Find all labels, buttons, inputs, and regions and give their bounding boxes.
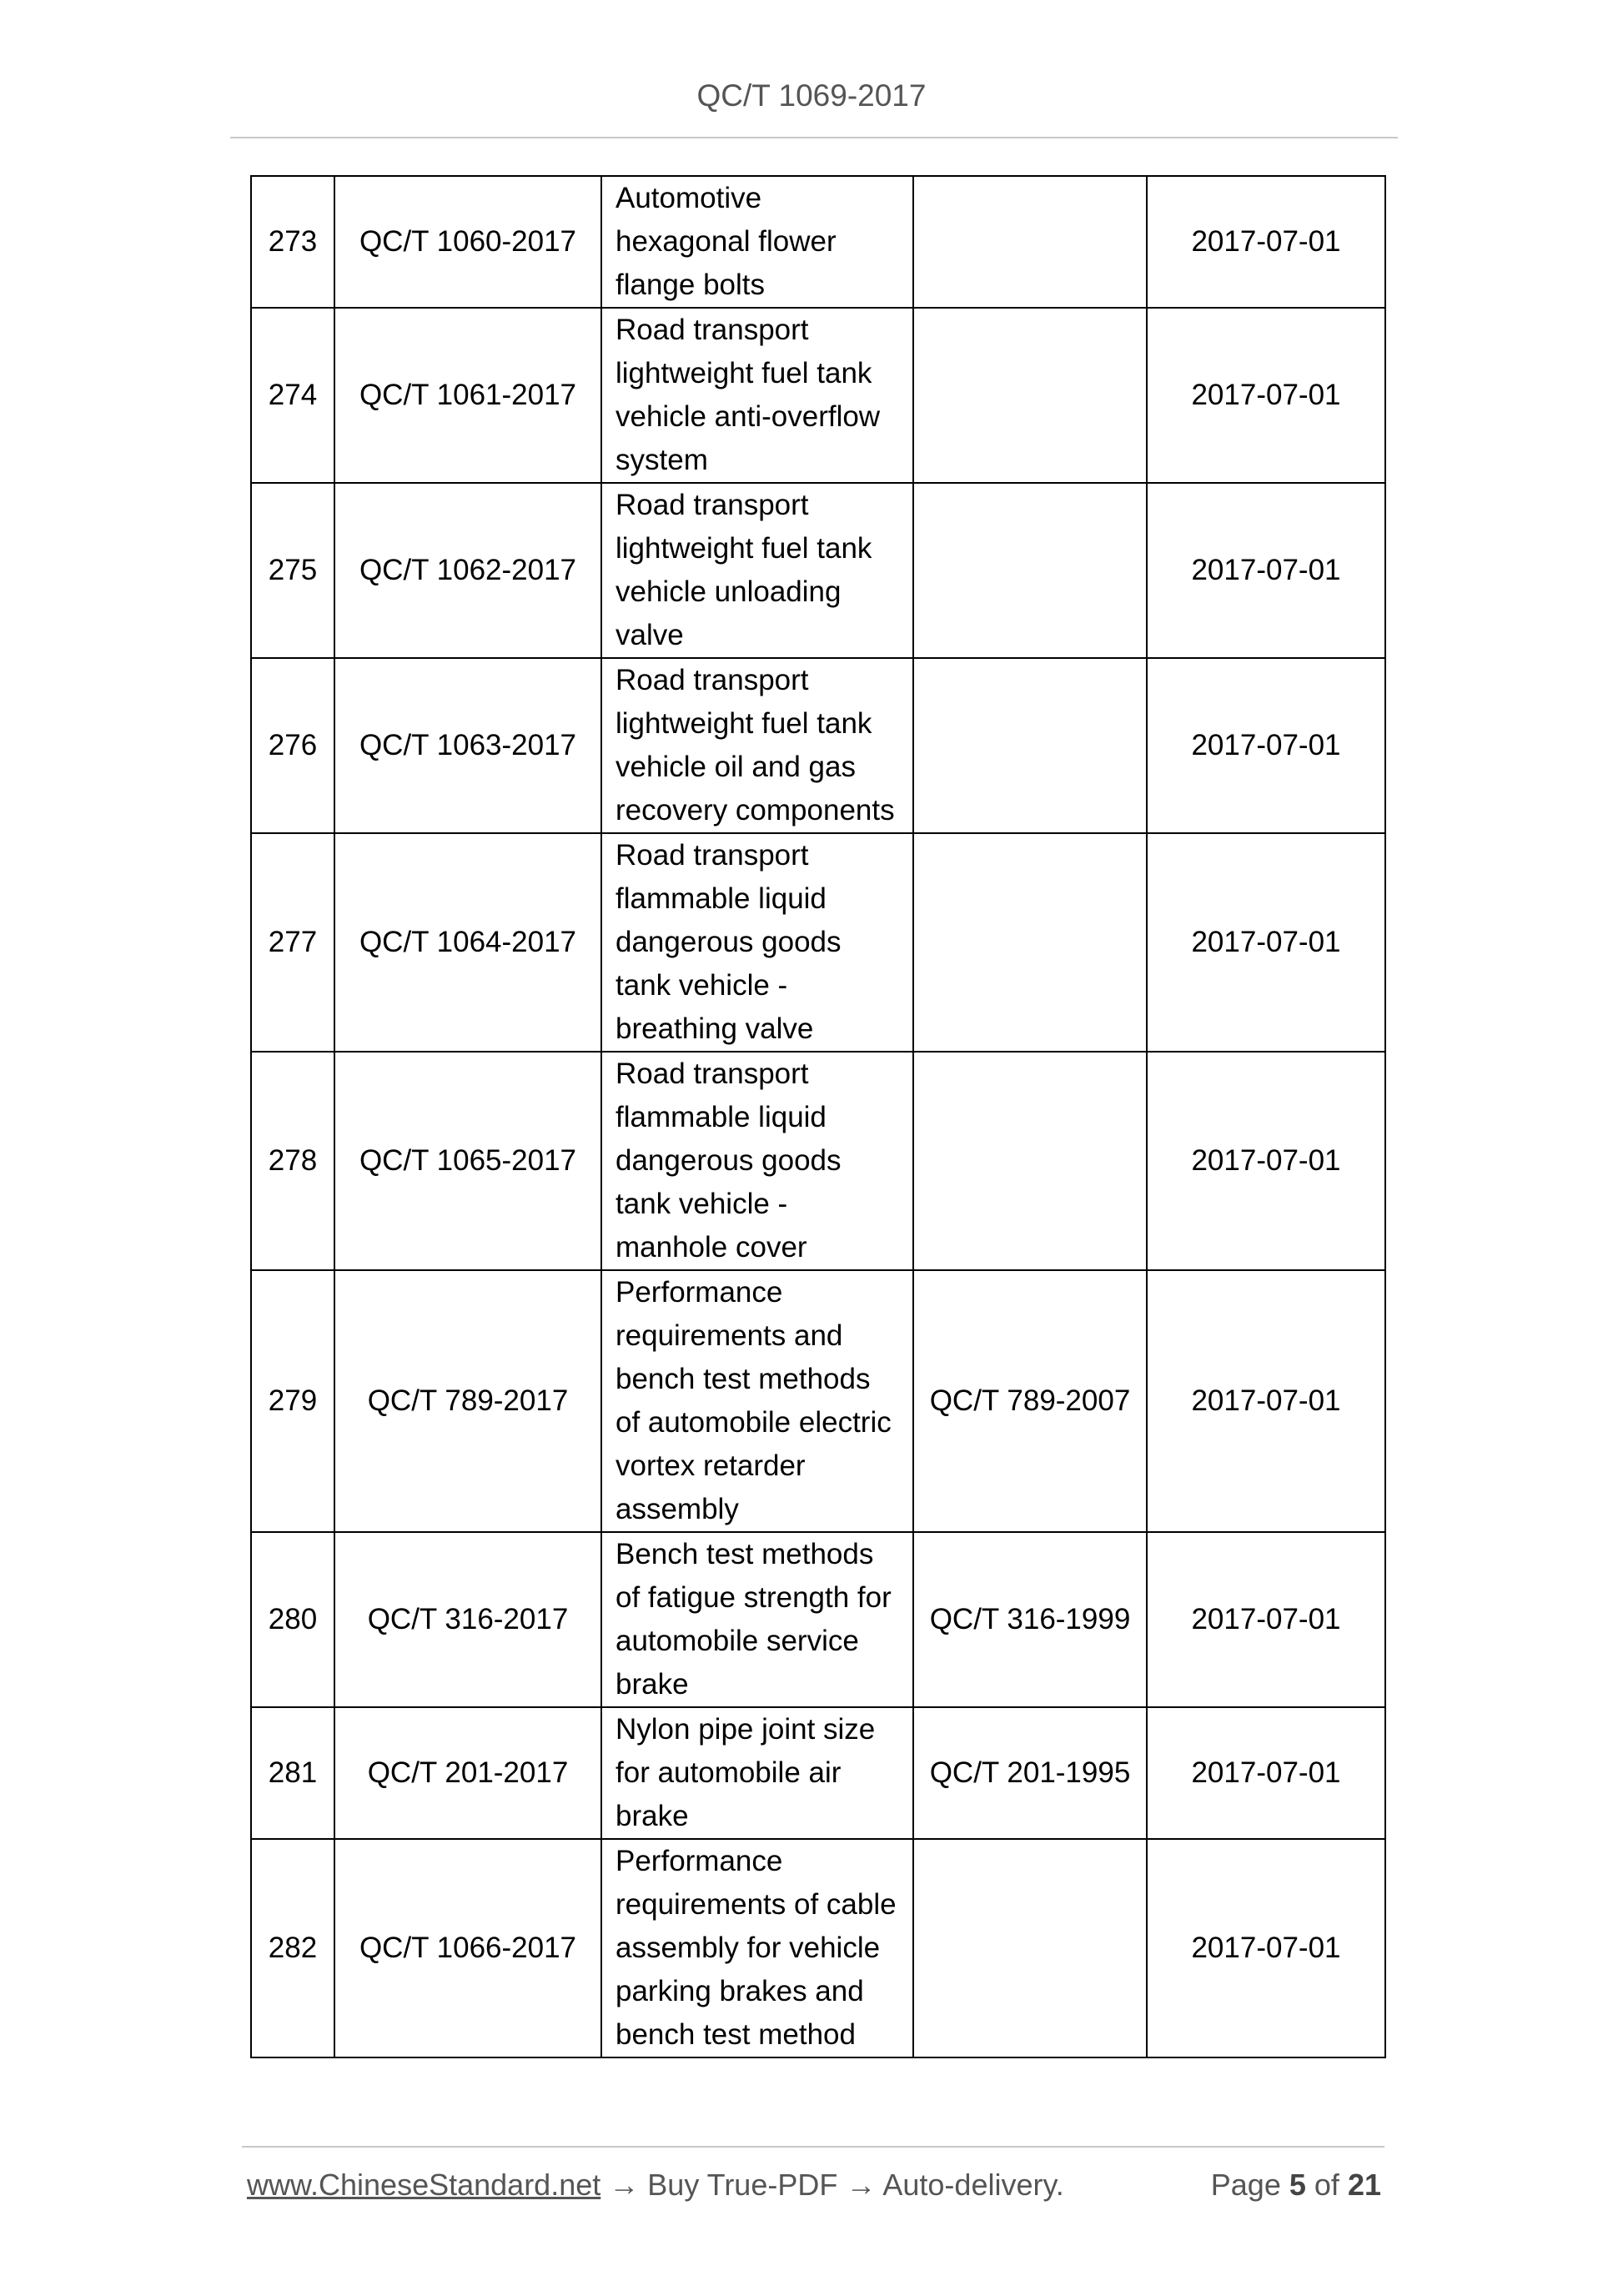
- table-row: [251, 483, 1385, 658]
- page-number: [1211, 2162, 1381, 2208]
- title-line: tank vehicle -: [616, 1188, 788, 1220]
- replaced-standard-cell: QC/T 789-2007: [913, 1270, 1147, 1532]
- implementation-date-cell: 2017-07-01: [1147, 483, 1385, 658]
- standard-code-cell: QC/T 789-2017: [334, 1270, 601, 1532]
- row-number-cell: 277: [251, 833, 334, 1052]
- standards-table: [250, 175, 1386, 2058]
- buy-true-pdf-text: Buy True-PDF: [647, 2168, 838, 2202]
- page-header-title: QC/T 1069-2017: [696, 78, 927, 113]
- website-link[interactable]: www.ChineseStandard.net: [247, 2168, 601, 2202]
- row-number-cell: 275: [251, 483, 334, 658]
- replaced-standard-cell: [913, 833, 1147, 1052]
- title-line: assembly for vehicle: [616, 1932, 881, 1964]
- title-line: assembly: [616, 1493, 739, 1525]
- arrow-right-icon: →: [609, 2168, 640, 2202]
- page-of: of: [1314, 2168, 1339, 2202]
- title-line: Nylon pipe joint size: [616, 1713, 876, 1746]
- table-row: [251, 658, 1385, 833]
- implementation-date-cell: 2017-07-01: [1147, 1707, 1385, 1839]
- table-row: [251, 833, 1385, 1052]
- standard-code-cell: QC/T 1061-2017: [334, 308, 601, 483]
- title-line: vehicle anti-overflow: [616, 400, 881, 433]
- title-line: automobile service: [616, 1625, 859, 1657]
- title-line: tank vehicle -: [616, 969, 788, 1002]
- replaced-standard-cell: [913, 483, 1147, 658]
- title-line: brake: [616, 1668, 689, 1701]
- title-line: lightweight fuel tank: [616, 707, 872, 740]
- standard-code-cell: QC/T 1065-2017: [334, 1052, 601, 1270]
- title-line: Road transport: [616, 839, 809, 872]
- standards-table-body: [251, 176, 1385, 2057]
- standard-title-cell: [601, 1707, 913, 1839]
- implementation-date-cell: 2017-07-01: [1147, 1839, 1385, 2057]
- title-line: of fatigue strength for: [616, 1581, 892, 1614]
- row-number-cell: 276: [251, 658, 334, 833]
- standard-code-cell: QC/T 1062-2017: [334, 483, 601, 658]
- header-divider: [230, 137, 1398, 138]
- row-number-cell: 281: [251, 1707, 334, 1839]
- row-number-cell: 274: [251, 308, 334, 483]
- standard-code-cell: QC/T 1064-2017: [334, 833, 601, 1052]
- title-line: bench test methods: [616, 1363, 871, 1395]
- title-line: dangerous goods: [616, 926, 842, 958]
- standard-code-cell: QC/T 1066-2017: [334, 1839, 601, 2057]
- title-line: Bench test methods: [616, 1538, 874, 1570]
- title-line: Road transport: [616, 1058, 809, 1090]
- title-line: Performance: [616, 1845, 783, 1877]
- title-line: parking brakes and: [616, 1975, 864, 2007]
- title-line: manhole cover: [616, 1231, 807, 1264]
- page-footer: [247, 2162, 1381, 2208]
- row-number-cell: 279: [251, 1270, 334, 1532]
- auto-delivery-text: Auto-delivery.: [882, 2168, 1064, 2202]
- title-line: vortex retarder: [616, 1449, 806, 1482]
- title-line: Road transport: [616, 489, 809, 521]
- title-line: lightweight fuel tank: [616, 357, 872, 389]
- standard-title-cell: [601, 308, 913, 483]
- title-line: bench test method: [616, 2018, 856, 2051]
- table-row: [251, 1839, 1385, 2057]
- title-line: of automobile electric: [616, 1406, 892, 1439]
- row-number-cell: 273: [251, 176, 334, 308]
- standard-title-cell: [601, 833, 913, 1052]
- title-line: vehicle unloading: [616, 575, 842, 608]
- page-current: 5: [1289, 2168, 1306, 2202]
- implementation-date-cell: 2017-07-01: [1147, 1270, 1385, 1532]
- title-line: flange bolts: [616, 269, 766, 301]
- title-line: vehicle oil and gas: [616, 751, 856, 783]
- title-line: dangerous goods: [616, 1144, 842, 1177]
- title-line: requirements of cable: [616, 1888, 897, 1921]
- title-line: Automotive: [616, 182, 762, 214]
- table-row: [251, 1270, 1385, 1532]
- arrow-right-icon: →: [846, 2168, 877, 2202]
- implementation-date-cell: 2017-07-01: [1147, 308, 1385, 483]
- standard-title-cell: [601, 483, 913, 658]
- row-number-cell: 278: [251, 1052, 334, 1270]
- page-total: 21: [1347, 2168, 1381, 2202]
- standard-code-cell: QC/T 316-2017: [334, 1532, 601, 1707]
- standard-code-cell: QC/T 201-2017: [334, 1707, 601, 1839]
- title-line: brake: [616, 1800, 689, 1832]
- title-line: Road transport: [616, 664, 809, 696]
- standard-title-cell: [601, 176, 913, 308]
- standard-code-cell: QC/T 1060-2017: [334, 176, 601, 308]
- standard-title-cell: [601, 1270, 913, 1532]
- title-line: Performance: [616, 1276, 783, 1309]
- replaced-standard-cell: QC/T 201-1995: [913, 1707, 1147, 1839]
- standard-title-cell: [601, 1052, 913, 1270]
- replaced-standard-cell: [913, 308, 1147, 483]
- footer-left: [247, 2162, 1064, 2208]
- standard-title-cell: [601, 658, 913, 833]
- title-line: recovery components: [616, 794, 895, 826]
- standard-title-cell: [601, 1532, 913, 1707]
- row-number-cell: 280: [251, 1532, 334, 1707]
- replaced-standard-cell: [913, 1839, 1147, 2057]
- standard-code-cell: QC/T 1063-2017: [334, 658, 601, 833]
- implementation-date-cell: 2017-07-01: [1147, 176, 1385, 308]
- implementation-date-cell: 2017-07-01: [1147, 1052, 1385, 1270]
- table-row: [251, 1707, 1385, 1839]
- title-line: hexagonal flower: [616, 225, 837, 258]
- standard-title-cell: [601, 1839, 913, 2057]
- implementation-date-cell: 2017-07-01: [1147, 833, 1385, 1052]
- title-line: flammable liquid: [616, 882, 827, 915]
- replaced-standard-cell: QC/T 316-1999: [913, 1532, 1147, 1707]
- replaced-standard-cell: [913, 658, 1147, 833]
- title-line: Road transport: [616, 314, 809, 346]
- table-row: [251, 1532, 1385, 1707]
- replaced-standard-cell: [913, 176, 1147, 308]
- replaced-standard-cell: [913, 1052, 1147, 1270]
- title-line: flammable liquid: [616, 1101, 827, 1133]
- row-number-cell: 282: [251, 1839, 334, 2057]
- table-row: [251, 308, 1385, 483]
- title-line: lightweight fuel tank: [616, 532, 872, 565]
- title-line: requirements and: [616, 1319, 843, 1352]
- table-row: [251, 1052, 1385, 1270]
- page-label: Page: [1210, 2168, 1281, 2202]
- title-line: system: [616, 444, 708, 476]
- title-line: breathing valve: [616, 1012, 814, 1045]
- table-row: [251, 176, 1385, 308]
- title-line: valve: [616, 619, 684, 651]
- footer-divider: [242, 2146, 1384, 2148]
- implementation-date-cell: 2017-07-01: [1147, 658, 1385, 833]
- title-line: for automobile air: [616, 1756, 842, 1789]
- implementation-date-cell: 2017-07-01: [1147, 1532, 1385, 1707]
